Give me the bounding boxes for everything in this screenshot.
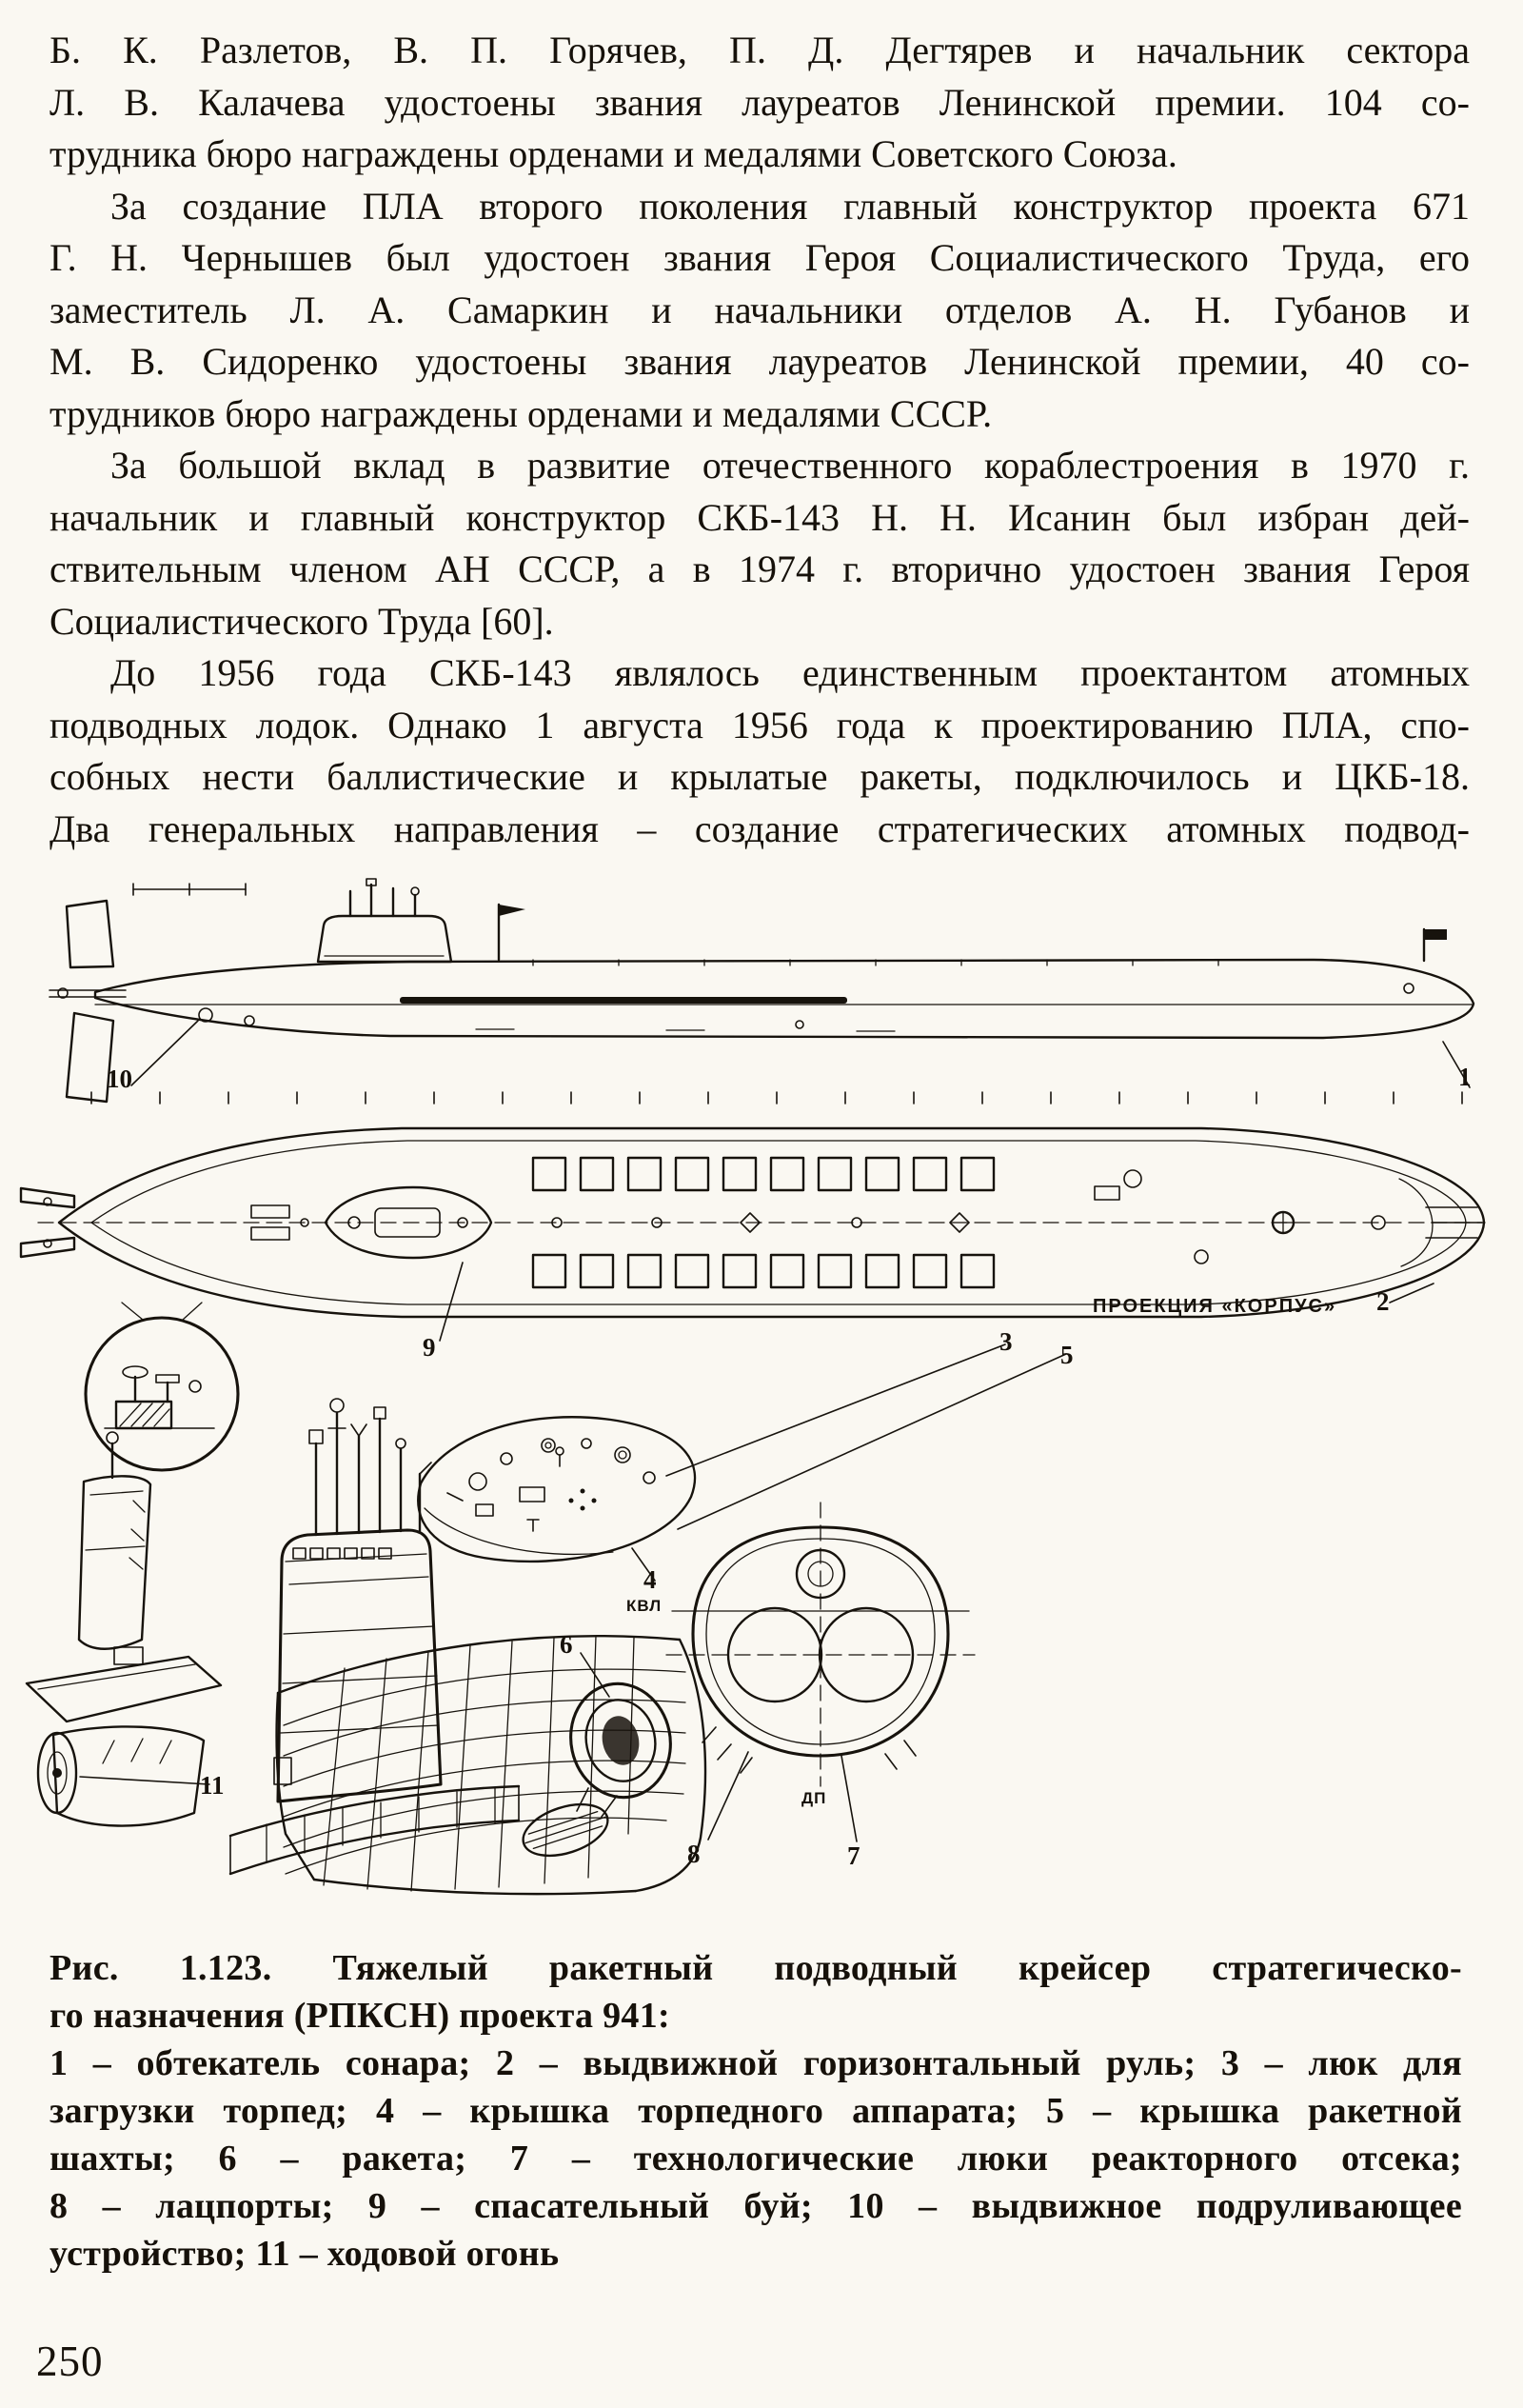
detail-magnifier [86,1303,238,1470]
callout-7: 7 [847,1841,860,1870]
submarine-technical-drawing [0,872,1523,1901]
centerplane-label: ДП [801,1789,827,1807]
missile-hatch-row-lower [533,1255,994,1287]
callout-3: 3 [999,1327,1013,1356]
detail-foredeck [418,1417,695,1562]
missile-hatch-row-upper [533,1158,994,1190]
callout-2: 2 [1376,1287,1390,1316]
callout-4: 4 [643,1565,657,1594]
callout-6: 6 [560,1630,573,1659]
body-line: трудников бюро награждены орденами и медалями СССР. [49,391,993,435]
body-line: М. В. Сидоренко удостоены звания лауреатов Ленинской премии, 40 со- [49,340,1470,383]
caption-line: го назначения (РПКСН) проекта 941: [49,1996,670,2036]
scale-mark [133,884,246,895]
body-line: За создание ПЛА второго поколения главный конструктор проекта 671 [110,184,1470,228]
body-line: Г. Н. Чернышев был удостоен звания Героя Социалистического Труда, его [49,236,1470,279]
frame-ticks [91,1092,1462,1104]
body-text [0,0,1523,855]
plan-view [21,1128,1485,1317]
body-line: Социалистического Труда [60]. [49,599,554,643]
body-line: собных нести баллистические и крылатые ракеты, подключилось и ЦКБ-18. [49,755,1470,798]
callout-8: 8 [687,1840,701,1868]
detail-missile-deck [277,1636,705,1894]
body-line: За большой вклад в развитие отечественного кораблестроения в 1970 г. [110,444,1470,487]
body-line: Два генеральных направления – создание стратегических атомных подвод- [49,806,1470,850]
callout-5: 5 [1060,1341,1074,1369]
page-number: 250 [36,2338,104,2385]
detail-stern [27,1432,221,1826]
body-line: ствительным членом АН СССР, а в 1974 г. вторично удостоен звания Героя [49,547,1470,590]
caption-line: 8 – лацпорты; 9 – спасательный буй; 10 – выдвижное подруливающее [49,2186,1462,2226]
body-line: Б. К. Разлетов, В. П. Горячев, П. Д. Дегтярев и начальник сектора [49,29,1470,71]
caption-line: Рис. 1.123. Тяжелый ракетный подводный крейсер стратегическо- [49,1948,1462,1988]
figure-caption [0,1901,1523,2278]
body-line: трудника бюро награждены орденами и медалями Советского Союза. [49,132,1177,175]
callout-9: 9 [423,1333,436,1362]
side-view [49,879,1474,1102]
waterline-label: КВЛ [626,1597,663,1615]
body-line: подводных лодок. Однако 1 августа 1956 года к проектированию ПЛА, спо- [49,703,1470,746]
caption-line: 1 – обтекатель сонара; 2 – выдвижной горизонтальный руль; 3 – люк для [49,2043,1462,2083]
callout-leaders [80,1021,1470,1784]
caption-line: загрузки торпед; 4 – крышка торпедного аппарата; 5 – крышка ракетной [49,2091,1462,2131]
body-line: заместитель Л. А. Самаркин и начальники отделов А. Н. Губанов и [49,288,1470,331]
body-line: До 1956 года СКБ-143 являлось единственным проектантом атомных [110,651,1470,694]
figure-1-123 [0,872,1523,1901]
body-line: начальник и главный конструктор СКБ-143 Н. Н. Исанин был избран дей- [49,495,1470,539]
open-silo-ring [561,1674,682,1806]
caption-line: шахты; 6 – ракета; 7 – технологические люки реакторного отсека; [49,2139,1462,2179]
caption-line: устройство; 11 – ходовой огонь [49,2234,560,2274]
silo-cover [517,1795,614,1865]
callout-1: 1 [1458,1063,1472,1091]
projection-label: ПРОЕКЦИЯ «КОРПУС» [1093,1296,1337,1317]
callout-10: 10 [107,1065,132,1093]
callout-11: 11 [200,1771,225,1800]
body-line: Л. В. Калачева удостоены звания лауреатов Ленинской премии. 104 со- [49,80,1470,124]
